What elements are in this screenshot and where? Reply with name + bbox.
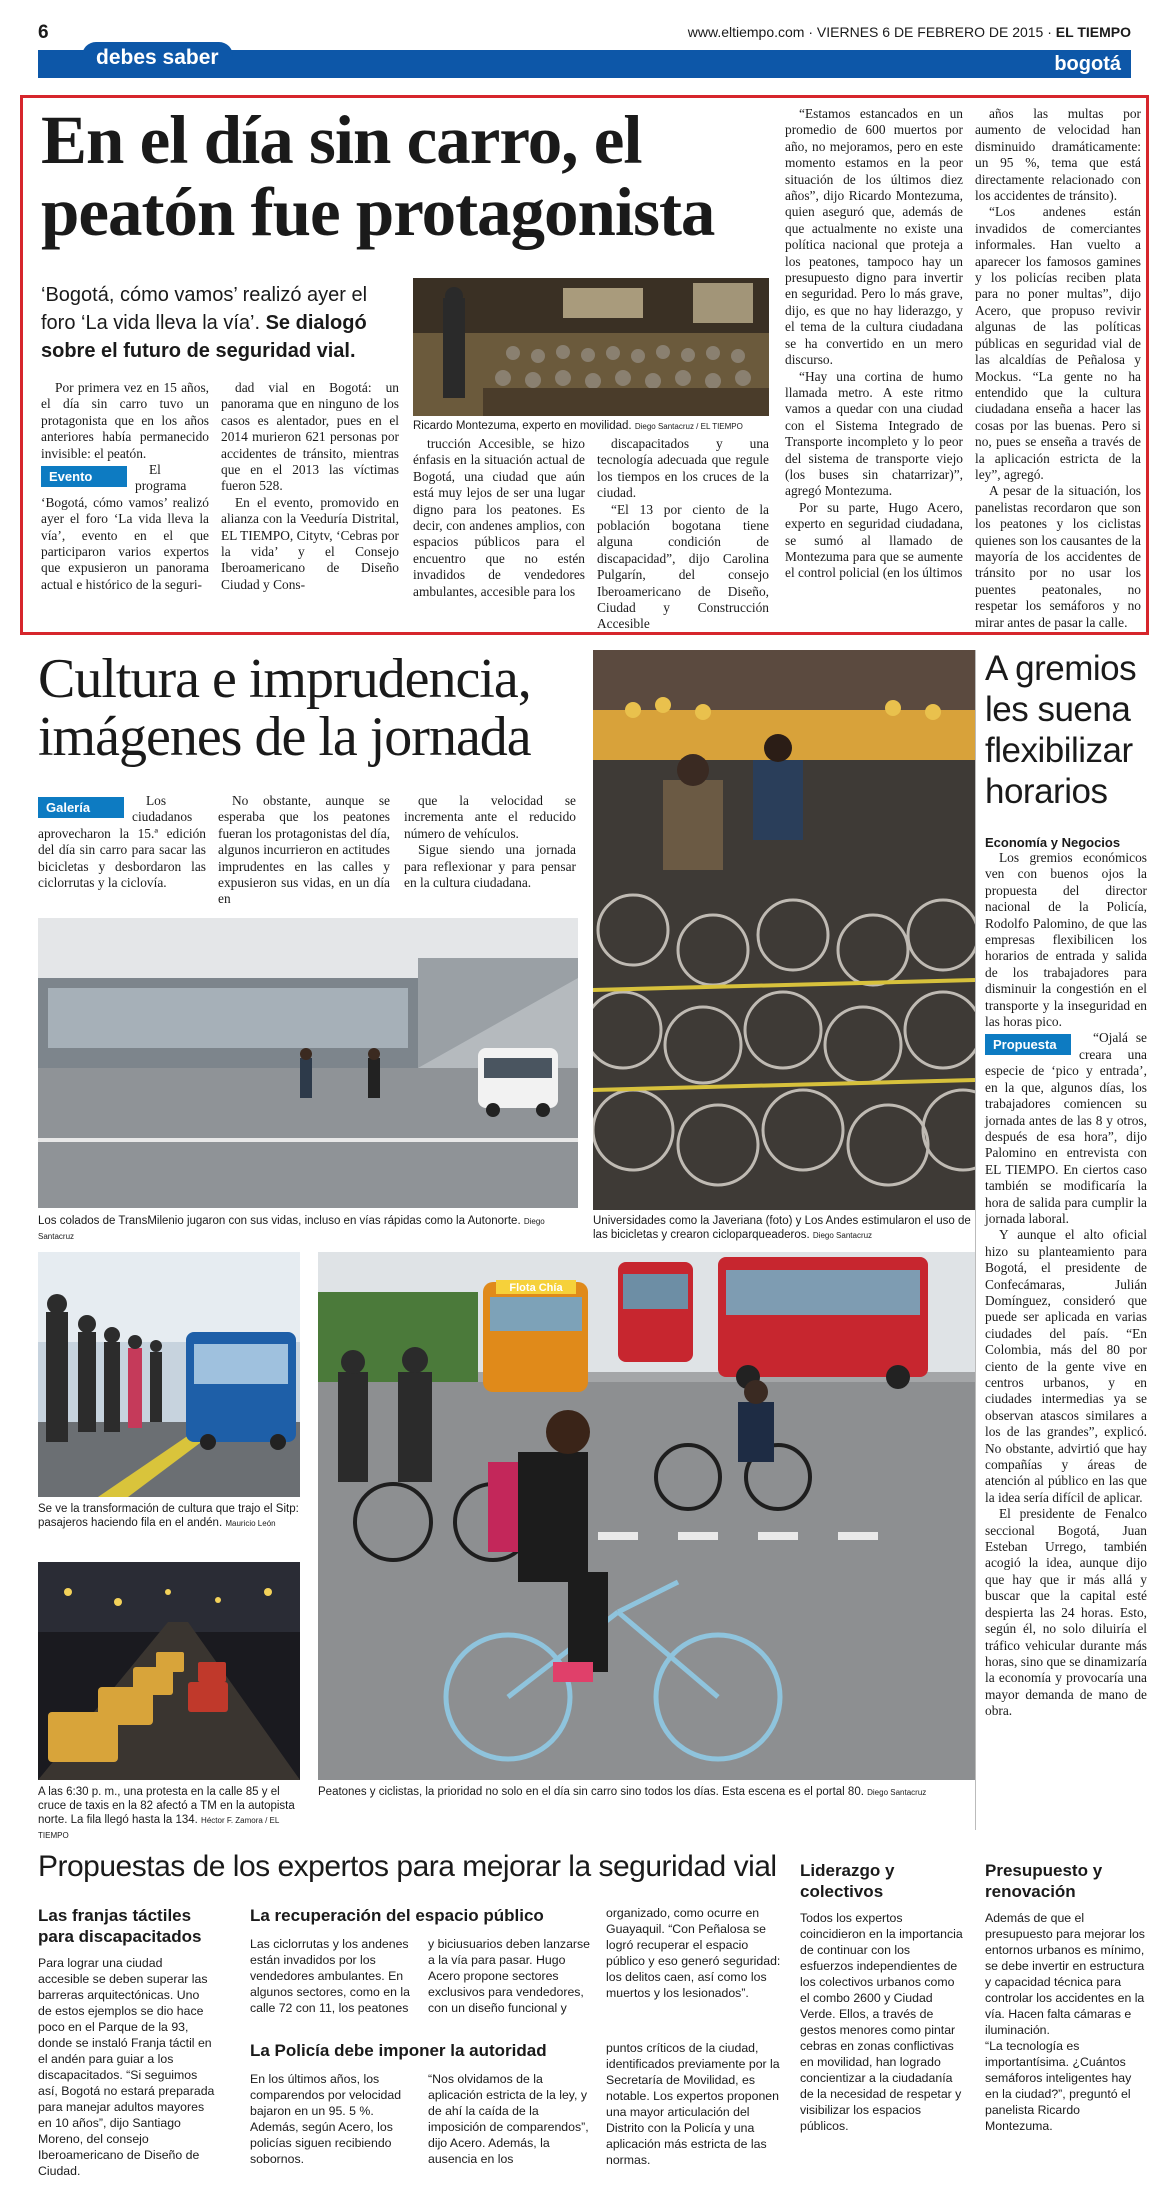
paragraph: Los ciudadanos aprovecharon la 15.ª edición del día sin carro para sacar las bicicletas y desbordaron las ciclorrutas y la ciclovía. bbox=[38, 793, 206, 891]
paragraph: trucción Accesible, se hizo énfasis en la situación actual de Bogotá, una ciudad que aún está muy lejos de ser una lugar digno para los peatones. Es decir, con andenes amplios, con espacios públicos para el encuentro que no estén invadidos de vendedores ambulantes, accesible para los bbox=[413, 436, 585, 599]
transmilenio-station-image bbox=[38, 918, 578, 1208]
proposal-public-space-col2 bbox=[428, 1936, 593, 2016]
night-traffic-photo bbox=[38, 1562, 300, 1780]
paragraph: El programa ‘Bogotá, cómo vamos’ realizó ayer el foro ‘La vida lleva la vía’, evento en el que participaron varios expertos que expusieron un panorama actual e histórico de la seguri- bbox=[41, 462, 209, 592]
paragraph: Para lograr una ciudad accesible se deben superar las barreras arquitectónicas. Uno de estos ejemplos se dio hace poco en el Parque de la 93, donde se instaló Franja táctil en el andén para guiar a los discapacitados. “Si seguimos así, Bogotá no estará preparada para manejar adultos mayores en 10 años”, dijo Santiago Moreno, del consejo Iberoamericano de Diseño de Ciudad. bbox=[38, 1956, 215, 2178]
paragraph: En el evento, promovido en alianza con la Veeduría Distrital, EL TIEMPO, Citytv, ‘Cebras por la vida’ y el Consejo Iberoamericano de Diseño Ciudad y Cons- bbox=[221, 494, 399, 592]
lead-subheadline bbox=[41, 281, 401, 365]
paragraph: Sigue siendo una jornada para reflexionar y para pensar en la cultura ciudadana. bbox=[404, 842, 576, 891]
caption-text: Se ve la transformación de cultura que trajo el Sitp: pasajeros haciendo fila en el andén. bbox=[38, 1503, 299, 1529]
photo-credit: Diego Santacruz bbox=[38, 1217, 545, 1241]
paragraph: A pesar de la situación, los panelistas recordaron que son los peatones y los ciclistas quienes son los causantes de la mayoría de los accidentes de tránsito por no usar los puentes peatonales, no respetar los semáforos y no mirar antes de pasar la calle. bbox=[975, 483, 1141, 630]
paragraph: “Nos olvidamos de la aplicación estricta de la ley, y de ahí la caída de la imposición de comparendos”, dijo Acero. Además, la ausencia en los bbox=[428, 2072, 589, 2166]
paragraph: Por su parte, Hugo Acero, experto en seguridad ciudadana, se sumó al llamado de Montezuma para que se aumente el control policial (en los últimos bbox=[785, 499, 963, 581]
lead-col-2 bbox=[221, 380, 399, 593]
lead-col-5 bbox=[785, 106, 963, 582]
caption-text: Ricardo Montezuma, experto en movilidad. bbox=[413, 420, 632, 432]
bicycles-caption bbox=[593, 1214, 975, 1243]
tag-evento: Evento bbox=[41, 466, 127, 487]
cyclists-street-image bbox=[318, 1252, 975, 1780]
paragraph: dad vial en Bogotá: un panorama que en ninguno de los casos es alentador, pues en el 2014 murieron 621 personas por accidentes de tránsito, mientras que en el 2013 las víctimas fueron 528. bbox=[221, 380, 399, 494]
proposal-public-space-col1 bbox=[250, 1936, 415, 2016]
forum-photo bbox=[413, 278, 769, 416]
dateline: www.eltiempo.com · VIERNES 6 DE FEBRERO DE 2015 · EL TIEMPO bbox=[687, 24, 1131, 40]
portal-80-photo bbox=[318, 1252, 975, 1780]
lead-col-6 bbox=[975, 106, 1141, 631]
proposal-police-col3 bbox=[606, 2040, 781, 2168]
proposals-headline: Propuestas de los expertos para mejorar la seguridad vial bbox=[38, 1850, 777, 1883]
paper-name: EL TIEMPO bbox=[1055, 24, 1131, 40]
paragraph: Y aunque el alto oficial hizo su planteamiento para Bogotá, el presidente de Confecámaras, Julián Domínguez, consideró que puede ser aplicada en varias ciudades del país. “En Colombia, más del 80 por ciento de la gente vive en centros urbanos, y en ciudades intermedias ya se observan atascos similares a los de las grandes”, explicó. No obstante, advirtió que hay compañías y áreas de atención al público en las que la idea sería difícil de aplicar. bbox=[985, 1227, 1147, 1505]
gremios-headline: A gremios les suena flexibilizar horarios bbox=[985, 649, 1137, 811]
site-url: www.eltiempo.com bbox=[687, 24, 805, 40]
caption-text: Los colados de TransMilenio jugaron con sus vidas, incluso en vías rápidas como la Autonorte. bbox=[38, 1215, 521, 1227]
bus-sign-text: Flota Chía bbox=[509, 1282, 563, 1294]
caption-text: Peatones y ciclistas, la prioridad no solo en el día sin carro sino todos los días. Esta escena es el portal 80. bbox=[318, 1786, 864, 1798]
gremios-body bbox=[985, 835, 1147, 1720]
caption-text: Universidades como la Javeriana (foto) y Los Andes estimularon el uso de las bicicletas y crearon cicloparqueaderos. bbox=[593, 1215, 971, 1241]
paragraph: “El 13 por ciento de la población bogotana tiene alguna condición de discapacidad”, dijo Carolina Pulgarín, del consejo Iberoamericano de Diseño, Ciudad y Construcción Accesible bbox=[597, 501, 769, 632]
lead-col-4 bbox=[597, 436, 769, 633]
paragraph: y biciusuarios deben lanzarse a la vía para pasar. Hugo Acero propone sectores exclusivos para vendedores, con un diseño funcional y bbox=[428, 1937, 591, 2015]
night-traffic-image bbox=[38, 1562, 300, 1780]
bicycle-parking-image bbox=[593, 650, 975, 1210]
night-traffic-caption bbox=[38, 1785, 300, 1843]
paragraph: organizado, como ocurre en Guayaquil. “Con Peñalosa se logró recuperar el espacio público y eso generó seguridad: los delitos caen, así como los muertos y los lesionados”. bbox=[606, 1906, 781, 2000]
sitp-caption bbox=[38, 1502, 300, 1531]
sitp-queue-image bbox=[38, 1252, 300, 1497]
paragraph: puntos críticos de la ciudad, identificados previamente por la Secretaría de Movilidad, es notable. Los expertos proponen una mayor articulación del Distrito con la Policía y una aplicación más estricta de las normas. bbox=[606, 2041, 780, 2167]
paragraph: “Estamos estancados en un promedio de 600 muertos por año, no mejoramos, pero en este momento estamos en la peor situación de los últimos diez años”, dijo Ricardo Montezuma, quien aseguró que, además de que actualmente no existe una política nacional que proteja a los peatones, tampoco hay un presupuesto digno para invertir en seguridad. Pero lo más grave, dijo, es que no hay liderazgo, y el tema de la cultura ciudadana se ha convertido en un mero discurso. bbox=[785, 106, 963, 368]
paragraph: años las multas por aumento de velocidad han disminuido dramáticamente: un 95 %, tema que está directamente relacionado con los accidentes de tránsito). bbox=[975, 106, 1141, 204]
photo-credit: Mauricio León bbox=[225, 1519, 276, 1528]
section-label-right: bogotá bbox=[1054, 53, 1121, 75]
photo-credit: Héctor F. Zamora / EL TIEMPO bbox=[38, 1816, 279, 1840]
lead-col-3 bbox=[413, 436, 585, 600]
lead-sub-normal: ‘Bogotá, cómo vamos’ realizó ayer el foro ‘La vida lleva la vía’. bbox=[41, 284, 368, 334]
proposal-heading: La Policía debe imponer la autoridad bbox=[250, 2041, 547, 2060]
paragraph: que la velocidad se incrementa ante el reducido número de vehículos. bbox=[404, 793, 576, 841]
proposal-heading: Las franjas táctiles para discapacitados bbox=[38, 1906, 202, 1946]
lead-headline: En el día sin carro, el peatón fue protagonista bbox=[41, 102, 715, 250]
paragraph: “Los andenes están invadidos de comerciantes informales. Han vuelto a aparecer los famosos gamines y los policías reciben plata para no poner multas”, dijo Acero, que propuso revivir algunas de las políticas públicas en seguridad vial de las alcaldías de Peñalosa y Mockus. “La gente no ha entendido que la cultura ciudadana enseña a hacer las cosas por las buenas. Pero si no, pues se enseña a través de la aplicación estricta de la ley”, agregó. bbox=[975, 204, 1141, 482]
lead-sub-bold: Se dialogó sobre el futuro de seguridad vial. bbox=[41, 312, 367, 362]
photo-credit: Diego Santacruz bbox=[812, 1231, 873, 1240]
paragraph: Además de que el presupuesto para mejorar los entornos urbanos es mínimo, se debe invertir en estructura y capacidad técnica para controlar los accidentes en la vía. Hacen falta cámaras e iluminación. bbox=[985, 1911, 1145, 2037]
issue-date: VIERNES 6 DE FEBRERO DE 2015 bbox=[816, 24, 1044, 40]
paragraph: Por primera vez en 15 años, el día sin carro tuvo un protagonista que en los años anteriores había permanecido invisible: el peatón. bbox=[41, 380, 209, 461]
proposal-heading: La recuperación del espacio público bbox=[250, 1906, 544, 1925]
paragraph: Las ciclorrutas y los andenes están invadidos por los vendedores ambulantes. En algunos sectores, como en la calle 72 con 11, los peatones bbox=[250, 1937, 410, 2015]
caption-text: A las 6:30 p. m., una protesta en la calle 85 y el cruce de taxis en la 82 afectó a TM en la autopista norte. La fila llegó hasta la 134. bbox=[38, 1786, 295, 1826]
page-number: 6 bbox=[38, 22, 49, 43]
proposal-heading: Liderazgo y colectivos bbox=[800, 1861, 895, 1901]
paragraph: En los últimos años, los comparendos por velocidad bajaron en un 95. 5 %. Además, según Acero, los policías siguen recibiendo sobornos. bbox=[250, 2072, 402, 2166]
photo-credit: Diego Santacruz bbox=[867, 1788, 927, 1797]
photo-credit: Diego Santacruz / EL TIEMPO bbox=[634, 422, 743, 431]
paragraph: El presidente de Fenalco seccional Bogotá, Juan Esteban Urrego, también acogió la idea, aunque dijo que hay que ir más allá y buscar que la capital esté despierta las 24 horas. Esto, según él, no solo diluiría el tráfico vehicular durante más horas, sino que se dinamizaría la economía y provocaría una mayor demanda de mano de obra. bbox=[985, 1506, 1147, 1719]
transmilenio-photo bbox=[38, 918, 578, 1208]
forum-photo-caption bbox=[413, 420, 769, 432]
bicycles-photo bbox=[593, 650, 975, 1210]
paragraph: discapacitados y una tecnología adecuada que regule los tiempos en los cruces de la ciudad. bbox=[597, 436, 769, 501]
proposal-police-col1 bbox=[250, 2071, 415, 2167]
paragraph: “Hay una cortina de humo llamada metro. A este ritmo vamos a quedar con una ciudad con el Sistema Integrado de Transporte incompleto y lo peor del sistema de transporte viejo (los buses sin chatarrizar)”, agregó Montezuma. bbox=[785, 368, 963, 499]
column-rule bbox=[975, 650, 976, 1830]
proposal-tactile bbox=[38, 1905, 216, 2179]
paragraph: No obstante, aunque se esperaba que los peatones fueran los protagonistas del día, algunos incurrieron en actitudes imprudentes en las calles y expusieron sus vidas, en un día en bbox=[218, 793, 390, 907]
culture-col-2 bbox=[218, 793, 390, 908]
forum-audience-image bbox=[413, 278, 769, 416]
paragraph: “La tecnología es importantísima. ¿Cuántos semáforos inteligentes hay en la ciudad?”, preguntó el panelista Ricardo Montezuma. bbox=[985, 2039, 1132, 2133]
lead-col-1 bbox=[41, 380, 209, 593]
tag-propuesta: Propuesta bbox=[985, 1034, 1071, 1055]
proposal-budget bbox=[985, 1860, 1145, 2134]
tag-galeria: Galería bbox=[38, 797, 124, 818]
proposal-leadership bbox=[800, 1860, 965, 2134]
paragraph: Los gremios económicos ven con buenos ojos la propuesta del director nacional de la Policía, Rodolfo Palomino, de que las empresas flexibilicen los horarios de entrada y salida de los trabajadores para disminuir la congestión en el transporte y la inseguridad en las horas pico. bbox=[985, 850, 1147, 1030]
proposal-police bbox=[250, 2040, 580, 2069]
portal-80-caption bbox=[318, 1785, 975, 1800]
culture-col-1 bbox=[38, 793, 206, 891]
proposal-police-col2 bbox=[428, 2071, 593, 2167]
gremios-kicker: Economía y Negocios bbox=[985, 835, 1121, 850]
culture-col-3 bbox=[404, 793, 576, 891]
proposal-heading: Presupuesto y renovación bbox=[985, 1861, 1103, 1901]
culture-headline: Cultura e imprudencia, imágenes de la jornada bbox=[38, 648, 531, 768]
lead-article bbox=[20, 95, 1149, 635]
sitp-photo bbox=[38, 1252, 300, 1497]
section-label-left: debes saber bbox=[82, 42, 233, 78]
paragraph: Todos los expertos coincidieron en la importancia de continuar con los esfuerzos independientes de los colectivos urbanos como el combo 2600 y Ciudad Verde. Ellos, a través de gestos menores como pintar cebras en zonas conflictivas en movilidad, han logrado concientizar a la ciudadanía de la necesidad de respetar y visibilizar los espacios públicos. bbox=[800, 1911, 963, 2133]
proposal-public-space-col3 bbox=[606, 1905, 781, 2001]
transmilenio-caption bbox=[38, 1214, 578, 1244]
paragraph: “Ojalá se creara una especie de ‘pico y entrada’, en la que, algunos días, los trabajadores comiencen su jornada antes de las 8 y otros, después de esa hora”, dijo Palomino en entrevista con EL TIEMPO. En ciertos caso también se modificaría la hora de salida para cumplir la jornada laboral. bbox=[985, 1030, 1147, 1226]
